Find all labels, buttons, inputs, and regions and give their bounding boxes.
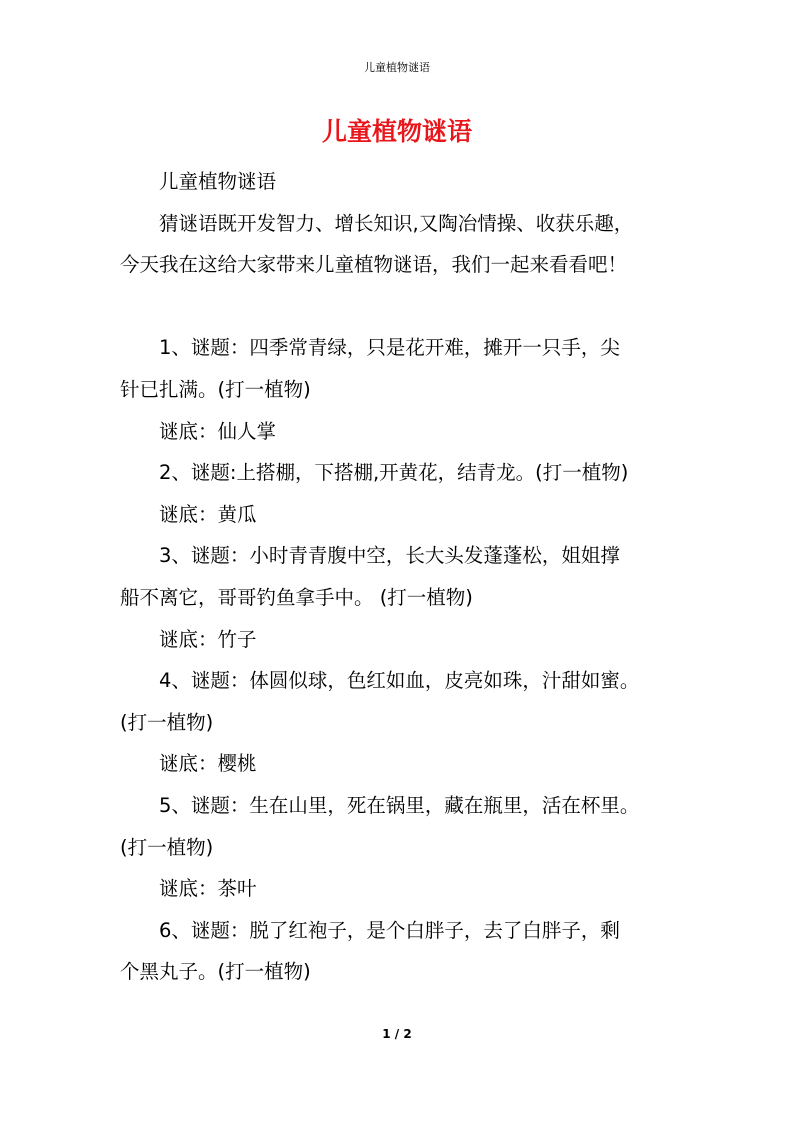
riddle-1-question: 1、谜题：四季常青绿，只是花开难，摊开一只手，尖: [159, 336, 620, 360]
riddle-4-question-cont: (打一植物): [120, 710, 214, 734]
riddle-6-question: 6、谜题：脱了红袍子，是个白胖子，去了白胖子，剩: [159, 918, 620, 942]
riddle-6-question-cont: 个黑丸子。(打一植物): [120, 960, 311, 984]
intro-line-1: 猜谜语既开发智力、增长知识,又陶冶情操、收获乐趣，: [159, 211, 634, 235]
riddle-2-answer: 谜底：黄瓜: [159, 502, 257, 526]
riddle-1-answer: 谜底：仙人掌: [159, 419, 277, 443]
document-body: [120, 161, 680, 993]
document-title: 儿童植物谜语: [321, 117, 472, 146]
riddle-5-answer: 谜底：茶叶: [159, 877, 257, 901]
page-number: 1 / 2: [382, 1027, 412, 1041]
riddle-2-question: 2、谜题:上搭棚，下搭棚,开黄花，结青龙。(打一植物): [159, 461, 629, 485]
riddle-5-question: 5、谜题：生在山里，死在锅里，藏在瓶里，活在杯里。: [159, 793, 640, 817]
riddle-1-question-cont: 针已扎满。(打一植物): [120, 377, 311, 401]
riddle-3-question-cont: 船不离它，哥哥钓鱼拿手中。 (打一植物): [120, 585, 473, 609]
riddle-5-question-cont: (打一植物): [120, 835, 214, 859]
running-header: 儿童植物谜语: [364, 61, 430, 74]
subtitle-line: 儿童植物谜语: [159, 170, 277, 193]
riddle-4-question: 4、谜题：体圆似球，色红如血，皮亮如珠，汁甜如蜜。: [159, 669, 640, 693]
riddle-3-question: 3、谜题：小时青青腹中空，长大头发蓬蓬松，姐姐撑: [159, 544, 620, 568]
intro-line-2: 今天我在这给大家带来儿童植物谜语，我们一起来看看吧！: [120, 253, 628, 277]
riddle-3-answer: 谜底：竹子: [159, 627, 257, 651]
blank-line: [120, 286, 680, 328]
riddle-4-answer: 谜底：樱桃: [159, 752, 257, 776]
